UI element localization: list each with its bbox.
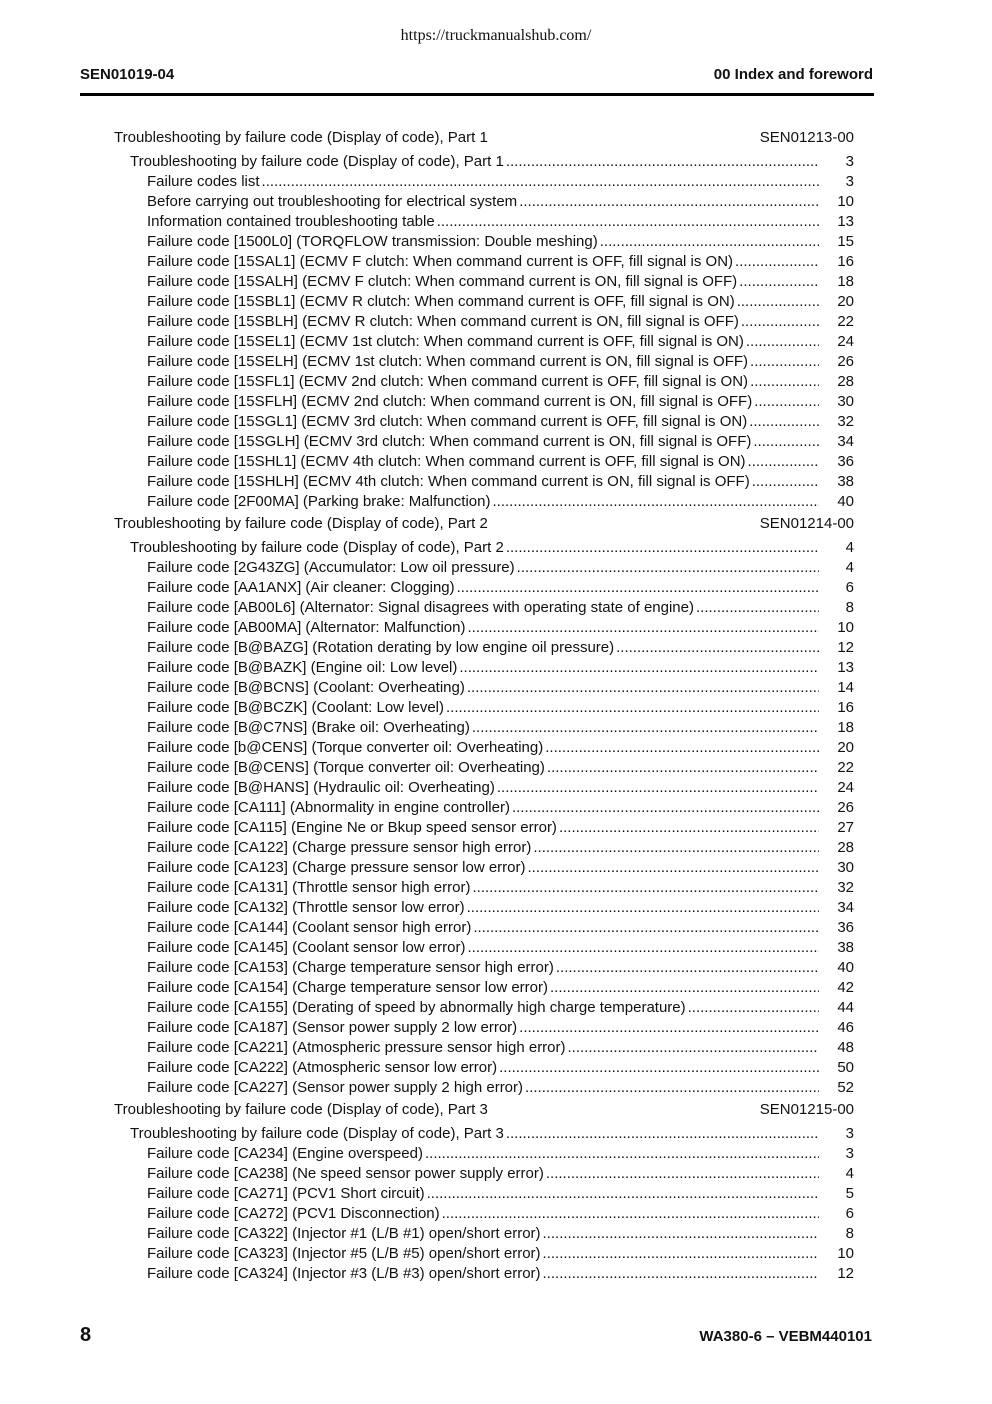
- toc-entry-line: [147, 659, 819, 676]
- toc-entry[interactable]: [0, 153, 992, 173]
- toc-entry-line: [147, 433, 819, 450]
- toc-entry-page: 30: [837, 859, 854, 876]
- toc-entry-page: 12: [837, 1265, 854, 1282]
- toc-entry[interactable]: [0, 1225, 992, 1245]
- toc-entry-title: Failure code [15SFLH] (ECMV 2nd clutch: When command current is ON, fill signal is OFF): [147, 393, 753, 410]
- toc-entry[interactable]: [0, 373, 992, 393]
- toc-entry-line: [147, 1019, 819, 1036]
- toc-entry-page: 10: [837, 193, 854, 210]
- toc-entry-page: 20: [837, 293, 854, 310]
- toc-entry-line: [130, 539, 819, 556]
- page-number: 8: [80, 1324, 92, 1346]
- dot-leader: [546, 1165, 819, 1182]
- toc-entry-title: Failure code [B@BCNS] (Coolant: Overheating): [147, 679, 465, 696]
- header-section-title: 00 Index and foreword: [713, 66, 873, 83]
- toc-entry-title: Failure code [15SGLH] (ECMV 3rd clutch: When command current is ON, fill signal is OFF): [147, 433, 752, 450]
- toc-entry-title: Failure code [B@BAZG] (Rotation derating by low engine oil pressure): [147, 639, 615, 656]
- section-title: Troubleshooting by failure code (Display of code), Part 3: [114, 1101, 488, 1118]
- toc-entry[interactable]: [0, 1125, 992, 1145]
- toc-entry[interactable]: [0, 253, 992, 273]
- toc-entry-title: Failure code [15SAL1] (ECMV F clutch: When command current is OFF, fill signal is ON): [147, 253, 734, 270]
- toc-entry-line: [147, 999, 819, 1016]
- dot-leader: [467, 679, 819, 696]
- toc-entry-title: Failure code [AA1ANX] (Air cleaner: Clogging): [147, 579, 455, 596]
- toc-entry[interactable]: [0, 619, 992, 639]
- toc-entry-line: [147, 599, 819, 616]
- toc-entry-page: 42: [837, 979, 854, 996]
- toc-entry-line: [147, 679, 819, 696]
- toc-entry-page: 46: [837, 1019, 854, 1036]
- toc-entry-line: [147, 1245, 819, 1262]
- toc-entry-page: 3: [845, 1125, 854, 1142]
- section-title: Troubleshooting by failure code (Display of code), Part 2: [114, 515, 488, 532]
- toc-entry[interactable]: [0, 1145, 992, 1165]
- toc-entry-title: Failure code [2G43ZG] (Accumulator: Low oil pressure): [147, 559, 515, 576]
- table-of-contents: [0, 127, 992, 1285]
- dot-leader: [545, 739, 819, 756]
- dot-leader: [472, 719, 819, 736]
- toc-section-heading: [0, 129, 992, 153]
- toc-entry-line: [147, 333, 819, 350]
- toc-entry-line: [147, 1059, 819, 1076]
- toc-entry-page: 48: [837, 1039, 854, 1056]
- dot-leader: [473, 919, 819, 936]
- toc-entry[interactable]: [0, 213, 992, 233]
- toc-entry[interactable]: [0, 899, 992, 919]
- toc-entry-line: [147, 559, 819, 576]
- toc-entry-line: [147, 1039, 819, 1056]
- dot-leader: [753, 433, 819, 450]
- toc-entry[interactable]: [0, 859, 992, 879]
- toc-entry-title: Failure code [CA145] (Coolant sensor low error): [147, 939, 466, 956]
- toc-entry-title: Failure code [CA227] (Sensor power supply 2 high error): [147, 1079, 524, 1096]
- toc-entry[interactable]: [0, 453, 992, 473]
- toc-entry[interactable]: [0, 333, 992, 353]
- toc-section-heading: [0, 515, 992, 539]
- toc-entry-page: 3: [845, 153, 854, 170]
- dot-leader: [556, 959, 819, 976]
- toc-entry-line: [147, 839, 819, 856]
- toc-entry[interactable]: [0, 353, 992, 373]
- toc-entry-page: 6: [845, 1205, 854, 1222]
- toc-entry-title: Failure code [AB00MA] (Alternator: Malfunction): [147, 619, 466, 636]
- toc-entry-page: 44: [837, 999, 854, 1016]
- toc-entry-page: 22: [837, 759, 854, 776]
- toc-entry-page: 14: [837, 679, 854, 696]
- toc-entry-page: 6: [845, 579, 854, 596]
- toc-entry-page: 8: [845, 1225, 854, 1242]
- toc-entry[interactable]: [0, 1079, 992, 1099]
- toc-entry-line: [147, 373, 819, 390]
- toc-entry-page: 52: [837, 1079, 854, 1096]
- toc-entry-title: Failure code [15SBL1] (ECMV R clutch: When command current is OFF, fill signal is ON): [147, 293, 735, 310]
- toc-entry-title: Failure code [CA271] (PCV1 Short circuit): [147, 1185, 425, 1202]
- toc-entry-page: 40: [837, 959, 854, 976]
- toc-entry-title: Failure code [15SGL1] (ECMV 3rd clutch: When command current is OFF, fill signal is ON): [147, 413, 748, 430]
- toc-entry[interactable]: [0, 493, 992, 513]
- toc-entry-title: Failure code [15SFL1] (ECMV 2nd clutch: When command current is OFF, fill signal is ON): [147, 373, 749, 390]
- toc-entry[interactable]: [0, 273, 992, 293]
- toc-entry-title: Failure code [B@HANS] (Hydraulic oil: Overheating): [147, 779, 495, 796]
- toc-entry-page: 4: [845, 559, 854, 576]
- toc-entry-page: 28: [837, 839, 854, 856]
- toc-entry[interactable]: [0, 659, 992, 679]
- toc-entry[interactable]: [0, 599, 992, 619]
- toc-entry-page: 30: [837, 393, 854, 410]
- toc-entry-page: 8: [845, 599, 854, 616]
- header-rule: [80, 93, 874, 96]
- dot-leader: [262, 173, 819, 190]
- toc-entry-line: [147, 1265, 819, 1282]
- dot-leader: [506, 153, 819, 170]
- toc-entry-title: Failure code [15SALH] (ECMV F clutch: When command current is ON, fill signal is OFF): [147, 273, 738, 290]
- toc-entry-line: [147, 579, 819, 596]
- dot-leader: [550, 979, 819, 996]
- toc-entry-page: 3: [845, 1145, 854, 1162]
- toc-entry-page: 27: [837, 819, 854, 836]
- dot-leader: [467, 619, 819, 636]
- toc-entry-title: Failure code [CA115] (Engine Ne or Bkup speed sensor error): [147, 819, 557, 836]
- dot-leader: [446, 699, 819, 716]
- toc-entry-page: 18: [837, 719, 854, 736]
- toc-entry[interactable]: [0, 999, 992, 1019]
- toc-entry-line: [147, 1185, 819, 1202]
- toc-entry-title: Before carrying out troubleshooting for electrical system: [147, 193, 518, 210]
- section-doc-code: SEN01215-00: [759, 1101, 854, 1118]
- toc-entry-title: Troubleshooting by failure code (Display of code), Part 3: [130, 1125, 504, 1142]
- toc-entry-line: [147, 979, 819, 996]
- dot-leader: [600, 233, 819, 250]
- toc-entry[interactable]: [0, 699, 992, 719]
- toc-entry-title: Failure code [B@BCZK] (Coolant: Low level): [147, 699, 445, 716]
- toc-entry-line: [147, 1145, 819, 1162]
- dot-leader: [543, 1265, 819, 1282]
- dot-leader: [547, 759, 819, 776]
- toc-entry-line: [147, 353, 819, 370]
- header-doc-code: SEN01019-04: [80, 66, 175, 83]
- toc-entry-page: 34: [837, 433, 854, 450]
- toc-entry-line: [147, 919, 819, 936]
- toc-entry-title: Failure code [B@C7NS] (Brake oil: Overheating): [147, 719, 470, 736]
- dot-leader: [543, 1225, 819, 1242]
- toc-entry-page: 36: [837, 453, 854, 470]
- toc-entry[interactable]: [0, 193, 992, 213]
- dot-leader: [517, 559, 819, 576]
- toc-entry-page: 15: [837, 233, 854, 250]
- toc-entry-page: 38: [837, 939, 854, 956]
- toc-entry-title: Failure code [CA323] (Injector #5 (L/B #5) open/short error): [147, 1245, 541, 1262]
- toc-entry-line: [147, 739, 819, 756]
- dot-leader: [616, 639, 819, 656]
- dot-leader: [735, 253, 819, 270]
- dot-leader: [754, 393, 819, 410]
- toc-entry[interactable]: [0, 559, 992, 579]
- toc-entry-title: Failure code [15SBLH] (ECMV R clutch: When command current is ON, fill signal is OFF): [147, 313, 739, 330]
- toc-entry-line: [147, 273, 819, 290]
- toc-entry[interactable]: [0, 719, 992, 739]
- section-doc-code: SEN01214-00: [759, 515, 854, 532]
- toc-entry-page: 3: [845, 173, 854, 190]
- toc-entry[interactable]: [0, 679, 992, 699]
- toc-entry[interactable]: [0, 839, 992, 859]
- toc-entry[interactable]: [0, 473, 992, 493]
- toc-entry-line: [147, 413, 819, 430]
- dot-leader: [568, 1039, 819, 1056]
- toc-entry-page: 36: [837, 919, 854, 936]
- toc-entry[interactable]: [0, 1039, 992, 1059]
- dot-leader: [688, 999, 819, 1016]
- footer-doc-id: WA380-6 – VEBM440101: [699, 1328, 872, 1345]
- toc-entry-title: Failure code [CA322] (Injector #1 (L/B #1) open/short error): [147, 1225, 541, 1242]
- toc-entry[interactable]: [0, 639, 992, 659]
- dot-leader: [499, 1059, 819, 1076]
- toc-entry-title: Failure code [15SHL1] (ECMV 4th clutch: When command current is OFF, fill signal is ON): [147, 453, 746, 470]
- toc-entry-title: Failure code [b@CENS] (Torque converter oil: Overheating): [147, 739, 544, 756]
- dot-leader: [425, 1145, 819, 1162]
- toc-entry-line: [147, 939, 819, 956]
- dot-leader: [472, 879, 819, 896]
- dot-leader: [437, 213, 819, 230]
- toc-entry-page: 28: [837, 373, 854, 390]
- toc-entry[interactable]: [0, 233, 992, 253]
- toc-entry-page: 24: [837, 779, 854, 796]
- toc-entry-title: Failure code [CA154] (Charge temperature sensor low error): [147, 979, 549, 996]
- dot-leader: [750, 353, 819, 370]
- toc-entry-title: Failure codes list: [147, 173, 260, 190]
- toc-entry-line: [147, 1079, 819, 1096]
- toc-entry[interactable]: [0, 1205, 992, 1225]
- dot-leader: [528, 859, 820, 876]
- toc-entry-title: Failure code [CA144] (Coolant sensor high error): [147, 919, 472, 936]
- dot-leader: [559, 819, 819, 836]
- dot-leader: [467, 899, 819, 916]
- toc-entry-line: [147, 313, 819, 330]
- dot-leader: [696, 599, 819, 616]
- toc-entry[interactable]: [0, 959, 992, 979]
- toc-entry-line: [147, 193, 819, 210]
- dot-leader: [497, 779, 819, 796]
- toc-entry-title: Failure code [15SEL1] (ECMV 1st clutch: When command current is OFF, fill signal is ON): [147, 333, 744, 350]
- toc-entry-page: 38: [837, 473, 854, 490]
- toc-entry-line: [147, 879, 819, 896]
- dot-leader: [506, 539, 819, 556]
- toc-entry-line: [147, 173, 819, 190]
- dot-leader: [746, 333, 819, 350]
- toc-entry-line: [147, 859, 819, 876]
- dot-leader: [492, 493, 819, 510]
- toc-entry-line: [147, 779, 819, 796]
- toc-entry-page: 22: [837, 313, 854, 330]
- toc-entry-page: 40: [837, 493, 854, 510]
- toc-entry-line: [147, 473, 819, 490]
- toc-entry-title: Failure code [CA221] (Atmospheric pressure sensor high error): [147, 1039, 566, 1056]
- toc-entry-line: [147, 799, 819, 816]
- toc-entry-line: [147, 699, 819, 716]
- toc-entry-page: 16: [837, 253, 854, 270]
- dot-leader: [512, 799, 819, 816]
- toc-entry-line: [130, 153, 819, 170]
- dot-leader: [467, 939, 819, 956]
- toc-entry[interactable]: [0, 919, 992, 939]
- toc-entry-page: 4: [845, 539, 854, 556]
- source-url: https://truckmanualshub.com/: [400, 27, 592, 44]
- toc-entry-line: [147, 393, 819, 410]
- dot-leader: [525, 1079, 819, 1096]
- toc-entry-line: [147, 453, 819, 470]
- toc-entry-title: Failure code [15SELH] (ECMV 1st clutch: When command current is ON, fill signal is OFF): [147, 353, 749, 370]
- toc-entry[interactable]: [0, 579, 992, 599]
- toc-entry-line: [147, 253, 819, 270]
- toc-entry[interactable]: [0, 413, 992, 433]
- toc-entry[interactable]: [0, 1265, 992, 1285]
- toc-entry-page: 12: [837, 639, 854, 656]
- toc-section-heading: [0, 1101, 992, 1125]
- dot-leader: [506, 1125, 819, 1142]
- dot-leader: [752, 473, 819, 490]
- toc-entry-page: 26: [837, 353, 854, 370]
- dot-leader: [737, 293, 819, 310]
- toc-entry[interactable]: [0, 939, 992, 959]
- toc-entry-title: Failure code [CA238] (Ne speed sensor power supply error): [147, 1165, 544, 1182]
- toc-entry[interactable]: [0, 779, 992, 799]
- toc-entry-page: 13: [837, 659, 854, 676]
- toc-entry-page: 32: [837, 413, 854, 430]
- section-doc-code: SEN01213-00: [759, 129, 854, 146]
- toc-entry-title: Failure code [CA187] (Sensor power supply 2 low error): [147, 1019, 518, 1036]
- dot-leader: [459, 659, 819, 676]
- toc-entry-page: 50: [837, 1059, 854, 1076]
- toc-entry-line: [130, 1125, 819, 1142]
- toc-entry-line: [147, 639, 819, 656]
- toc-entry-page: 13: [837, 213, 854, 230]
- dot-leader: [741, 313, 819, 330]
- toc-entry[interactable]: [0, 1185, 992, 1205]
- toc-entry-line: [147, 619, 819, 636]
- toc-entry-title: Failure code [15SHLH] (ECMV 4th clutch: When command current is ON, fill signal is OFF): [147, 473, 750, 490]
- toc-entry[interactable]: [0, 739, 992, 759]
- toc-entry-title: Failure code [CA122] (Charge pressure sensor high error): [147, 839, 532, 856]
- toc-entry-line: [147, 959, 819, 976]
- toc-entry-page: 34: [837, 899, 854, 916]
- toc-entry-line: [147, 213, 819, 230]
- dot-leader: [748, 453, 819, 470]
- toc-entry[interactable]: [0, 393, 992, 413]
- toc-entry-title: Failure code [CA234] (Engine overspeed): [147, 1145, 423, 1162]
- toc-entry-title: Failure code [B@CENS] (Torque converter oil: Overheating): [147, 759, 545, 776]
- toc-entry-line: [147, 293, 819, 310]
- toc-entry-line: [147, 719, 819, 736]
- dot-leader: [442, 1205, 819, 1222]
- dot-leader: [427, 1185, 819, 1202]
- toc-entry-title: Failure code [AB00L6] (Alternator: Signal disagrees with operating state of engine): [147, 599, 694, 616]
- toc-entry[interactable]: [0, 539, 992, 559]
- section-title: Troubleshooting by failure code (Display of code), Part 1: [114, 129, 488, 146]
- toc-entry-title: Failure code [1500L0] (TORQFLOW transmission: Double meshing): [147, 233, 598, 250]
- dot-leader: [750, 373, 819, 390]
- toc-entry-title: Failure code [CA123] (Charge pressure sensor low error): [147, 859, 526, 876]
- toc-entry-title: Failure code [CA131] (Throttle sensor high error): [147, 879, 471, 896]
- toc-entry-page: 5: [845, 1185, 854, 1202]
- toc-entry-page: 24: [837, 333, 854, 350]
- toc-entry-line: [147, 759, 819, 776]
- toc-entry-page: 10: [837, 1245, 854, 1262]
- toc-entry[interactable]: [0, 433, 992, 453]
- toc-entry-line: [147, 899, 819, 916]
- toc-entry[interactable]: [0, 173, 992, 193]
- toc-entry-title: Failure code [CA111] (Abnormality in engine controller): [147, 799, 510, 816]
- toc-entry[interactable]: [0, 879, 992, 899]
- dot-leader: [533, 839, 819, 856]
- dot-leader: [543, 1245, 819, 1262]
- toc-entry-title: Failure code [2F00MA] (Parking brake: Malfunction): [147, 493, 491, 510]
- toc-entry-page: 20: [837, 739, 854, 756]
- toc-entry-title: Failure code [CA272] (PCV1 Disconnection): [147, 1205, 440, 1222]
- toc-entry-title: Failure code [CA222] (Atmospheric sensor low error): [147, 1059, 498, 1076]
- toc-entry-line: [147, 819, 819, 836]
- toc-entry[interactable]: [0, 799, 992, 819]
- toc-entry[interactable]: [0, 819, 992, 839]
- toc-entry[interactable]: [0, 1059, 992, 1079]
- toc-entry[interactable]: [0, 759, 992, 779]
- toc-entry-line: [147, 1225, 819, 1242]
- toc-entry-title: Information contained troubleshooting table: [147, 213, 435, 230]
- dot-leader: [519, 193, 819, 210]
- dot-leader: [739, 273, 819, 290]
- toc-entry-line: [147, 233, 819, 250]
- toc-entry[interactable]: [0, 293, 992, 313]
- toc-entry[interactable]: [0, 313, 992, 333]
- toc-entry-title: Failure code [CA153] (Charge temperature sensor high error): [147, 959, 554, 976]
- toc-entry-page: 26: [837, 799, 854, 816]
- toc-entry-line: [147, 1165, 819, 1182]
- toc-entry[interactable]: [0, 979, 992, 999]
- toc-entry[interactable]: [0, 1019, 992, 1039]
- toc-entry-line: [147, 493, 819, 510]
- toc-entry-line: [147, 1205, 819, 1222]
- toc-entry[interactable]: [0, 1165, 992, 1185]
- toc-entry-title: Failure code [CA324] (Injector #3 (L/B #3) open/short error): [147, 1265, 541, 1282]
- toc-entry-page: 10: [837, 619, 854, 636]
- toc-entry-title: Failure code [B@BAZK] (Engine oil: Low level): [147, 659, 458, 676]
- toc-entry-title: Failure code [CA155] (Derating of speed by abnormally high charge temperature): [147, 999, 686, 1016]
- dot-leader: [519, 1019, 819, 1036]
- toc-entry-title: Troubleshooting by failure code (Display of code), Part 1: [130, 153, 504, 170]
- dot-leader: [749, 413, 819, 430]
- toc-entry-title: Failure code [CA132] (Throttle sensor low error): [147, 899, 465, 916]
- toc-entry-page: 16: [837, 699, 854, 716]
- toc-entry[interactable]: [0, 1245, 992, 1265]
- toc-entry-page: 32: [837, 879, 854, 896]
- toc-entry-page: 18: [837, 273, 854, 290]
- dot-leader: [457, 579, 819, 596]
- toc-entry-page: 4: [845, 1165, 854, 1182]
- toc-entry-title: Troubleshooting by failure code (Display of code), Part 2: [130, 539, 504, 556]
